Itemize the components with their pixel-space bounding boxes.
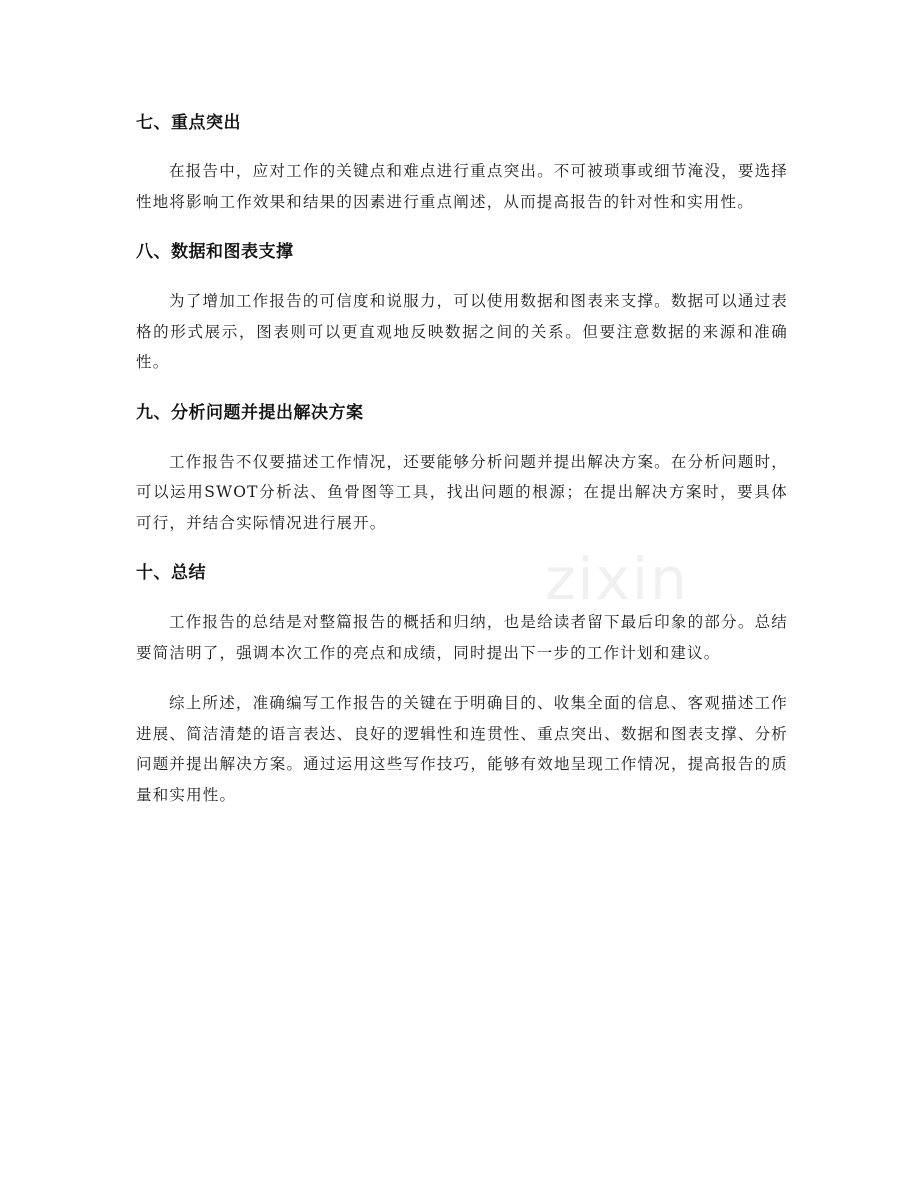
- summary-paragraph: 综上所述，准确编写工作报告的关键在于明确目的、收集全面的信息、客观描述工作进展、简洁清楚的语言表达、良好的逻辑性和连贯性、重点突出、数据和图表支撑、分析问题并提出解决方案。通过运用这些写作技巧，能够有效地呈现工作情况，提高报告的质量和实用性。: [136, 694, 788, 804]
- document-content: [136, 103, 788, 810]
- section-body-10: 工作报告的总结是对整篇报告的概括和归纳，也是给读者留下最后印象的部分。总结要简洁明了，强调本次工作的亮点和成绩，同时提出下一步的工作计划和建议。: [136, 613, 788, 662]
- section-heading-10: 十、总结: [136, 563, 206, 583]
- section-body-8: 为了增加工作报告的可信度和说服力，可以使用数据和图表来支撑。数据可以通过表格的形式展示，图表则可以更直观地反映数据之间的关系。但要注意数据的来源和准确性。: [136, 292, 788, 371]
- section-body-7: 在报告中，应对工作的关键点和难点进行重点突出。不可被琐事或细节淹没，要选择性地将影响工作效果和结果的因素进行重点阐述，从而提高报告的针对性和实用性。: [136, 162, 788, 211]
- section-heading-8: 八、数据和图表支撑: [136, 242, 294, 262]
- section-heading-7: 七、重点突出: [136, 113, 241, 133]
- section-body-9: 工作报告不仅要描述工作情况，还要能够分析问题并提出解决方案。在分析问题时，可以运用SWOT分析法、鱼骨图等工具，找出问题的根源；在提出解决方案时，要具体可行，并结合实际情况进行展开。: [136, 452, 788, 532]
- watermark: zixin: [545, 545, 689, 613]
- section-heading-9: 九、分析问题并提出解决方案: [136, 402, 364, 423]
